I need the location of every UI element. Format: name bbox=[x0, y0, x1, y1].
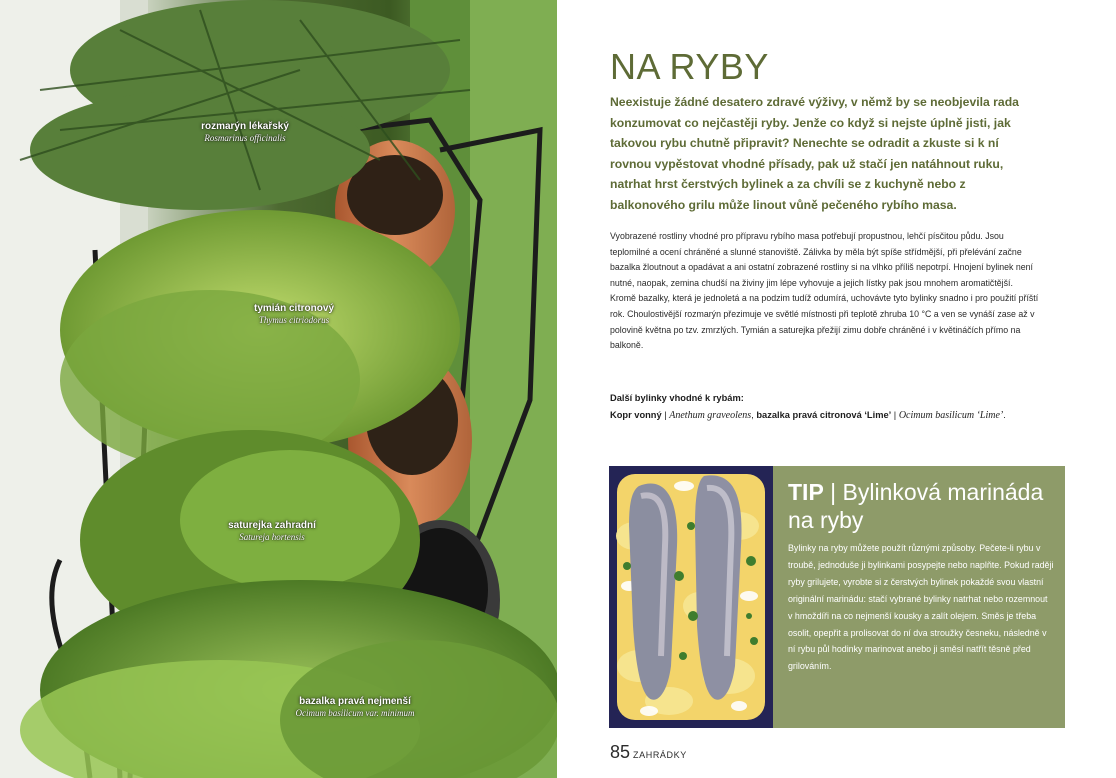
section-name: ZAHRÁDKY bbox=[633, 750, 687, 760]
label-latin-name: Rosmarinus officinalis bbox=[204, 133, 286, 143]
article-lead: Neexistuje žádné desatero zdravé výživy, v němž by se neobjevila rada konzumovat co nejčastěji ryby. Jenže co když si nejste úplně jisti, jak takovou rybu chutně připravit? Nenechte se odradit a zkuste si k ní rovnou vypěstovat vhodné přísady, pak už stačí jen natáhnout ruku, natrhat hrst čerstvých bylinek a za chvíli se z kuchyně nebo z balkonového grilu může linout vůně pečeného rybího masa. bbox=[610, 95, 1019, 212]
label-thyme bbox=[219, 303, 369, 325]
label-basil bbox=[270, 696, 440, 718]
herb-latin: Anethum graveolens bbox=[669, 410, 752, 421]
page-number: 85 bbox=[610, 742, 631, 762]
tip-label: TIP bbox=[788, 479, 824, 505]
label-common-name: rozmarýn lékařský bbox=[201, 121, 289, 132]
label-common-name: bazalka pravá nejmenší bbox=[299, 696, 411, 707]
label-latin-name: Thymus citriodorus bbox=[258, 315, 330, 325]
more-herbs-heading: Další bylinky vhodné k rybám: bbox=[610, 393, 744, 403]
fish-dish-illustration bbox=[609, 466, 773, 728]
tip-title bbox=[788, 478, 1058, 534]
comma: , bbox=[751, 410, 757, 420]
herb-photo-illustration bbox=[0, 0, 557, 778]
tip-heading: Bylinková marináda na ryby bbox=[788, 479, 1044, 533]
herb-name: Kopr vonný bbox=[610, 410, 662, 420]
body-paragraph: Vyobrazené rostliny vhodné pro přípravu rybího masa potřebují propustnou, lehčí písčitou půdu. Jsou teplomilné a ocení chráněné a slunné stanoviště. Zálivka by měla být spíše střídmější, při přelévání začne bazalka žloutnout a opadávat a ani ostatní zobrazené rostliny si na vlhko příliš nepotrpí. Hnojení bylinek není nutné, naopak, zemina chudší na živiny jim lépe vyhovuje a jejich lístky pak jsou mnohem aromatičtější. bbox=[610, 231, 1033, 288]
label-rosemary bbox=[170, 121, 320, 143]
label-latin-name: Ocimum basilicum var. minimum bbox=[295, 708, 415, 718]
page-footer bbox=[610, 742, 687, 763]
article-page bbox=[557, 0, 1116, 778]
label-savory bbox=[197, 520, 347, 542]
more-herbs bbox=[610, 390, 1045, 424]
tip-separator: | bbox=[823, 479, 843, 505]
article-body bbox=[610, 229, 1045, 354]
fish-dish-photo bbox=[609, 466, 773, 728]
herb-latin: Ocimum basilicum ‘Lime’ bbox=[898, 410, 1004, 421]
period: . bbox=[1003, 410, 1006, 420]
body-paragraph: Kromě bazalky, která je jednoletá a na podzim tudíž odumírá, uchovávte tyto bylinky snadno i pro použití příští rok. Choulostivější rozmarýn přezimuje ve světlé místnosti při teplotě zhruba 10 °C a ven se vynáší zase až v polovině května po tzv. zmrzlých. Tymián a saturejka přežijí zimu dobře chráněné i v květináčích přímo na balkoně. bbox=[610, 293, 1039, 351]
tip-text: Bylinky na ryby můžete použít různými způsoby. Pečete-li rybu v troubě, jednoduše ji bylinkami posypejte nebo naplňte. Pokud raději ryby grilujete, vyrobte si z čerstvých bylinek pokaždé svou vlastní originální marinádu: stačí vybrané bylinky natrhat nebo rozemnout v hmoždíři na co nejmenší kousky a zalít olejem. Směs je třeba osolit, opepřit a prolisovat do ní dva stroužky česneku, následně v ní rybu půl hodinky marinovat anebo ji směsí natřít těsně před grilováním. bbox=[788, 543, 1054, 672]
herb-name: bazalka pravá citronová ‘Lime’ bbox=[756, 410, 892, 420]
separator: | bbox=[661, 410, 670, 420]
label-common-name: saturejka zahradní bbox=[228, 520, 316, 531]
herb-pots-photo bbox=[0, 0, 557, 778]
tip-box bbox=[609, 466, 1065, 728]
article-title: NA RYBY bbox=[610, 46, 769, 87]
label-common-name: tymián citronový bbox=[253, 303, 335, 314]
separator: | bbox=[891, 410, 899, 420]
label-latin-name: Satureja hortensis bbox=[239, 532, 305, 542]
